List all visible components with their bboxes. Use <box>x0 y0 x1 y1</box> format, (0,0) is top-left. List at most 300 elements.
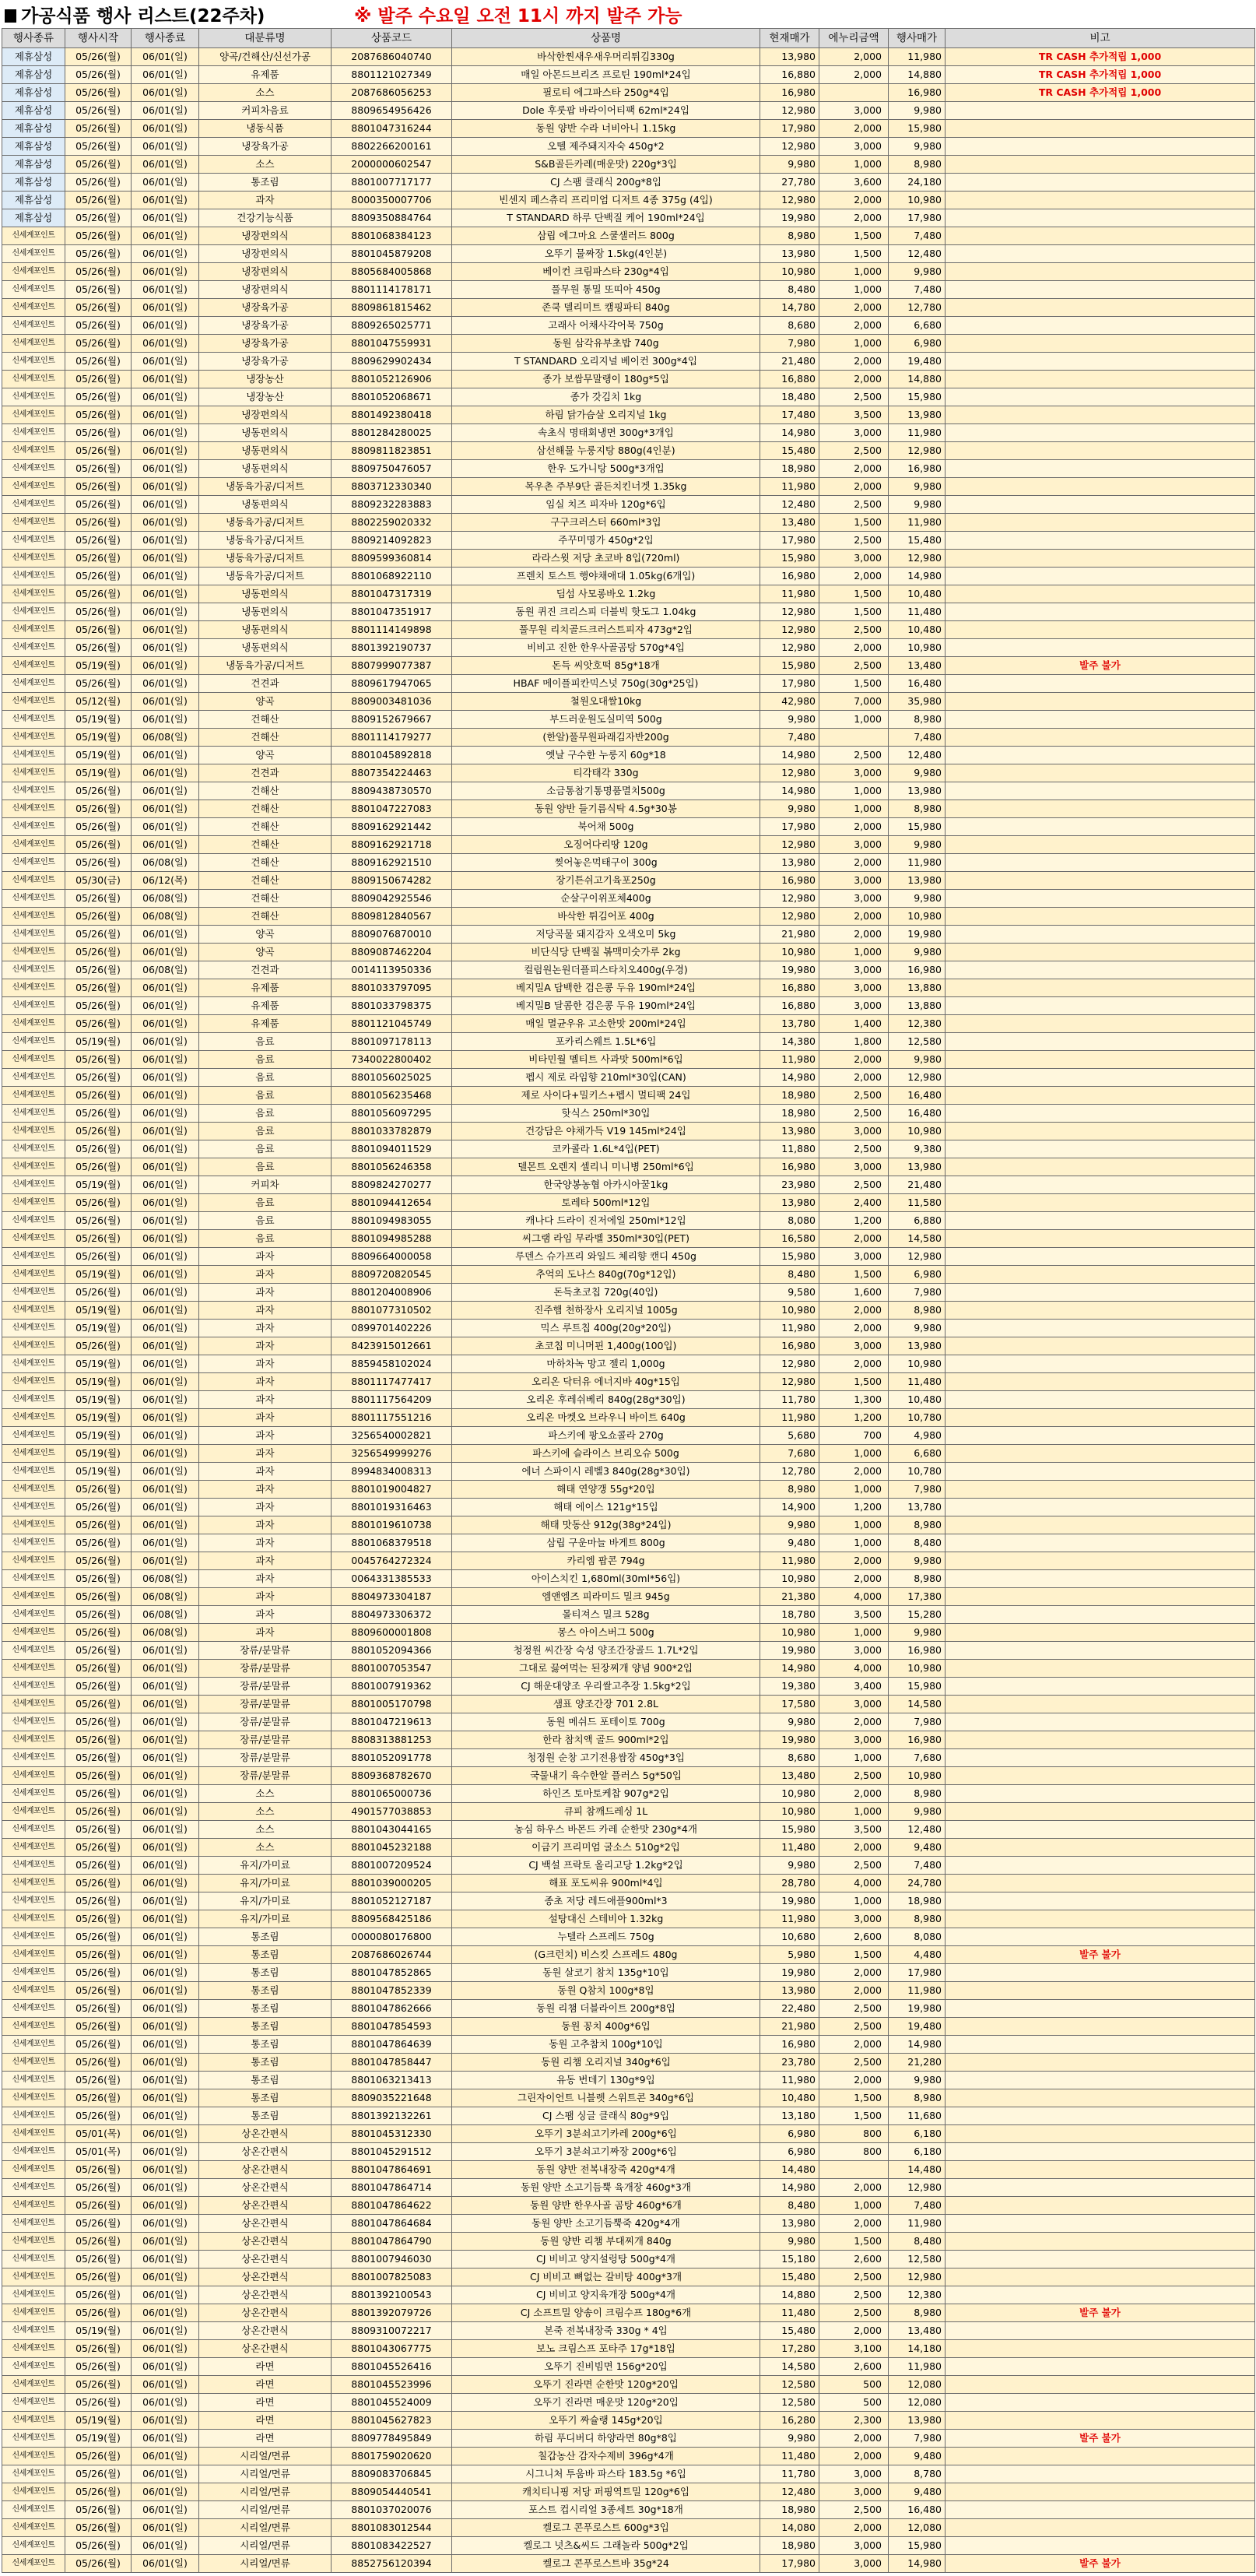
table-row <box>2 2501 1255 2519</box>
table-row <box>2 1767 1255 1785</box>
cell-end-date: 06/01(일) <box>132 568 199 585</box>
cell-discount-amount: 2,500 <box>819 621 889 639</box>
cell-promo-price: 10,780 <box>889 1463 946 1481</box>
cell-product-name: 동원 양반 들기름식탁 4.5g*30봉 <box>452 800 760 818</box>
cell-start-date: 05/26(월) <box>65 800 132 818</box>
cell-remarks <box>946 1123 1255 1140</box>
table-row <box>2 1391 1255 1409</box>
cell-end-date: 06/01(일) <box>132 442 199 460</box>
cell-remarks <box>946 1069 1255 1087</box>
cell-current-price: 7,980 <box>760 335 819 353</box>
cell-remarks <box>946 2286 1255 2304</box>
cell-promo-price: 9,980 <box>889 890 946 908</box>
cell-remarks <box>946 639 1255 657</box>
cell-promo-price: 14,580 <box>889 1230 946 1248</box>
header-discount-amount: 에누리금액 <box>819 29 889 48</box>
cell-product-name: 오리온 후레쉬베리 840g(28g*30입) <box>452 1391 760 1409</box>
cell-promo-price: 13,880 <box>889 997 946 1015</box>
cell-start-date: 05/19(월) <box>65 1320 132 1337</box>
cell-product-code: 8801077310502 <box>332 1302 452 1320</box>
cell-category: 유제품 <box>199 997 332 1015</box>
cell-promo-price: 8,480 <box>889 2233 946 2251</box>
cell-discount-amount: 1,000 <box>819 156 889 174</box>
cell-current-price: 23,780 <box>760 2054 819 2072</box>
table-row <box>2 585 1255 603</box>
cell-promo-price: 7,980 <box>889 1284 946 1302</box>
cell-current-price: 19,980 <box>760 1892 819 1910</box>
cell-product-name: T STANDARD 오리지널 베이컨 300g*4입 <box>452 353 760 371</box>
cell-remarks <box>946 2125 1255 2143</box>
cell-discount-amount: 3,000 <box>819 997 889 1015</box>
cell-promo-type: 신세계포인트 <box>2 944 65 961</box>
cell-discount-amount: 2,000 <box>819 120 889 138</box>
cell-product-name: 청정원 순창 고기전용쌈장 450g*3입 <box>452 1749 760 1767</box>
cell-promo-price: 12,080 <box>889 2376 946 2394</box>
cell-promo-price: 13,980 <box>889 1337 946 1355</box>
cell-end-date: 06/01(일) <box>132 1051 199 1069</box>
cell-remarks <box>946 908 1255 926</box>
cell-end-date: 06/01(일) <box>132 317 199 335</box>
cell-end-date: 06/08(일) <box>132 961 199 979</box>
cell-category: 상온간편식 <box>199 2304 332 2322</box>
cell-discount-amount: 3,000 <box>819 2537 889 2555</box>
cell-end-date: 06/01(일) <box>132 997 199 1015</box>
table-row <box>2 1069 1255 1087</box>
cell-start-date: 05/26(월) <box>65 1069 132 1087</box>
cell-start-date: 05/26(월) <box>65 1946 132 1964</box>
table-row <box>2 836 1255 854</box>
cell-product-code: 8994834008313 <box>332 1463 452 1481</box>
cell-remarks: TR CASH 추가적립 1,000 <box>946 66 1255 84</box>
table-row <box>2 1230 1255 1248</box>
cell-end-date: 06/01(일) <box>132 371 199 388</box>
cell-end-date: 06/01(일) <box>132 2036 199 2054</box>
cell-product-name: 비단식당 단백질 볶맥미숫가루 2kg <box>452 944 760 961</box>
cell-discount-amount: 1,000 <box>819 800 889 818</box>
cell-remarks <box>946 2251 1255 2268</box>
cell-end-date: 06/01(일) <box>132 1266 199 1284</box>
table-row <box>2 1194 1255 1212</box>
cell-current-price: 11,780 <box>760 2465 819 2483</box>
cell-current-price: 8,980 <box>760 227 819 245</box>
cell-product-code: 8801284280025 <box>332 424 452 442</box>
cell-current-price: 9,580 <box>760 1284 819 1302</box>
table-header-row <box>2 29 1255 48</box>
cell-remarks <box>946 1499 1255 1516</box>
cell-category: 음료 <box>199 1230 332 1248</box>
cell-promo-price: 21,480 <box>889 1176 946 1194</box>
cell-promo-price: 11,980 <box>889 2358 946 2376</box>
cell-product-code: 8801094983055 <box>332 1212 452 1230</box>
cell-product-code: 8801037020076 <box>332 2501 452 2519</box>
cell-end-date: 06/01(일) <box>132 1158 199 1176</box>
cell-current-price: 8,680 <box>760 317 819 335</box>
cell-product-code: 8801056235468 <box>332 1087 452 1105</box>
cell-product-name: 큐피 참깨드레싱 1L <box>452 1803 760 1821</box>
cell-promo-price: 16,980 <box>889 961 946 979</box>
cell-promo-type: 신세계포인트 <box>2 1194 65 1212</box>
cell-promo-price: 14,480 <box>889 2161 946 2179</box>
cell-promo-price: 11,980 <box>889 1982 946 2000</box>
cell-remarks <box>946 442 1255 460</box>
table-row <box>2 2304 1255 2322</box>
table-row <box>2 2519 1255 2537</box>
cell-end-date: 06/01(일) <box>132 1391 199 1409</box>
cell-promo-price: 11,480 <box>889 603 946 621</box>
cell-start-date: 05/26(월) <box>65 1624 132 1642</box>
cell-remarks: TR CASH 추가적립 1,000 <box>946 84 1255 102</box>
cell-end-date: 06/01(일) <box>132 2358 199 2376</box>
cell-current-price: 11,980 <box>760 1320 819 1337</box>
cell-product-name: 파스키에 팡오쇼콜라 270g <box>452 1427 760 1445</box>
cell-category: 음료 <box>199 1194 332 1212</box>
cell-end-date: 06/01(일) <box>132 1499 199 1516</box>
cell-product-code: 8801492380418 <box>332 406 452 424</box>
cell-promo-price: 9,980 <box>889 836 946 854</box>
cell-promo-price: 12,480 <box>889 245 946 263</box>
cell-discount-amount: 2,500 <box>819 388 889 406</box>
cell-promo-price: 14,980 <box>889 568 946 585</box>
cell-product-code: 3256540002821 <box>332 1427 452 1445</box>
cell-category: 과자 <box>199 1570 332 1588</box>
table-row <box>2 1821 1255 1839</box>
cell-current-price: 9,980 <box>760 711 819 729</box>
cell-product-name: CJ 비비고 양지설렁탕 500g*4개 <box>452 2251 760 2268</box>
cell-promo-type: 신세계포인트 <box>2 550 65 568</box>
cell-product-name: 델몬트 오렌지 셀리니 미니병 250ml*6입 <box>452 1158 760 1176</box>
cell-start-date: 05/26(월) <box>65 550 132 568</box>
cell-current-price: 10,980 <box>760 1785 819 1803</box>
cell-discount-amount: 2,500 <box>819 1140 889 1158</box>
cell-discount-amount: 2,000 <box>819 478 889 496</box>
cell-promo-type: 신세계포인트 <box>2 2394 65 2412</box>
cell-remarks <box>946 2054 1255 2072</box>
cell-product-code: 8801068384123 <box>332 227 452 245</box>
cell-product-code: 8801063213413 <box>332 2072 452 2089</box>
cell-start-date: 05/26(월) <box>65 1212 132 1230</box>
cell-product-name: 아이스치킨 1,680ml(30ml*56입) <box>452 1570 760 1588</box>
cell-current-price: 7,680 <box>760 1445 819 1463</box>
cell-promo-price: 10,980 <box>889 908 946 926</box>
cell-discount-amount: 2,000 <box>819 2215 889 2233</box>
table-row <box>2 1534 1255 1552</box>
cell-discount-amount: 2,000 <box>819 460 889 478</box>
cell-current-price: 12,980 <box>760 908 819 926</box>
cell-end-date: 06/01(일) <box>132 2197 199 2215</box>
cell-end-date: 06/01(일) <box>132 1284 199 1302</box>
cell-current-price: 13,980 <box>760 1982 819 2000</box>
cell-end-date: 06/01(일) <box>132 1427 199 1445</box>
cell-current-price: 11,980 <box>760 1910 819 1928</box>
table-row <box>2 2036 1255 2054</box>
cell-promo-price: 15,980 <box>889 1678 946 1696</box>
cell-promo-type: 신세계포인트 <box>2 1588 65 1606</box>
table-row <box>2 317 1255 335</box>
header-category: 대분류명 <box>199 29 332 48</box>
cell-current-price: 5,980 <box>760 1946 819 1964</box>
cell-product-code: 8801047852865 <box>332 1964 452 1982</box>
cell-promo-type: 신세계포인트 <box>2 1767 65 1785</box>
table-row <box>2 1158 1255 1176</box>
cell-category: 장류/분말류 <box>199 1696 332 1713</box>
cell-start-date: 05/26(월) <box>65 1570 132 1588</box>
cell-discount-amount: 2,500 <box>819 1767 889 1785</box>
cell-discount-amount: 1,500 <box>819 245 889 263</box>
cell-category: 과자 <box>199 1588 332 1606</box>
cell-remarks <box>946 138 1255 156</box>
cell-category: 상온간편식 <box>199 2286 332 2304</box>
cell-discount-amount: 2,000 <box>819 908 889 926</box>
cell-promo-price: 7,480 <box>889 1857 946 1875</box>
cell-promo-price: 13,980 <box>889 2412 946 2430</box>
cell-promo-price: 12,580 <box>889 2251 946 2268</box>
cell-product-name: 국물내기 육수한알 플러스 5g*50입 <box>452 1767 760 1785</box>
cell-end-date: 06/01(일) <box>132 1123 199 1140</box>
cell-current-price: 13,980 <box>760 1194 819 1212</box>
cell-discount-amount: 2,000 <box>819 639 889 657</box>
cell-product-code: 8801117564209 <box>332 1391 452 1409</box>
cell-promo-type: 신세계포인트 <box>2 961 65 979</box>
cell-current-price: 11,980 <box>760 585 819 603</box>
table-row <box>2 1123 1255 1140</box>
cell-start-date: 05/26(월) <box>65 1534 132 1552</box>
cell-promo-price: 8,080 <box>889 1928 946 1946</box>
cell-end-date: 06/01(일) <box>132 2125 199 2143</box>
cell-current-price: 19,980 <box>760 961 819 979</box>
cell-end-date: 06/01(일) <box>132 675 199 693</box>
cell-start-date: 05/26(월) <box>65 836 132 854</box>
cell-product-name: 풀무원 리치골드크러스트피자 473g*2입 <box>452 621 760 639</box>
cell-start-date: 05/26(월) <box>65 1230 132 1248</box>
cell-current-price: 10,980 <box>760 944 819 961</box>
cell-product-code: 8809811823851 <box>332 442 452 460</box>
cell-start-date: 05/26(월) <box>65 263 132 281</box>
cell-end-date: 06/01(일) <box>132 926 199 944</box>
cell-promo-type: 신세계포인트 <box>2 1481 65 1499</box>
cell-category: 음료 <box>199 1051 332 1069</box>
cell-remarks <box>946 729 1255 747</box>
cell-promo-price: 14,880 <box>889 66 946 84</box>
header-remarks: 비고 <box>946 29 1255 48</box>
cell-current-price: 21,980 <box>760 926 819 944</box>
cell-product-name: 코카콜라 1.6L*4입(PET) <box>452 1140 760 1158</box>
cell-promo-type: 신세계포인트 <box>2 997 65 1015</box>
table-row <box>2 550 1255 568</box>
cell-promo-price: 13,980 <box>889 872 946 890</box>
cell-product-code: 8801083422527 <box>332 2537 452 2555</box>
cell-promo-type: 신세계포인트 <box>2 1516 65 1534</box>
cell-category: 음료 <box>199 1123 332 1140</box>
header-start-date: 행사시작 <box>65 29 132 48</box>
cell-start-date: 05/26(월) <box>65 1678 132 1696</box>
cell-category: 유지/가미료 <box>199 1910 332 1928</box>
cell-promo-price: 9,980 <box>889 944 946 961</box>
cell-promo-type: 신세계포인트 <box>2 2286 65 2304</box>
cell-end-date: 06/01(일) <box>132 711 199 729</box>
cell-discount-amount: 2,000 <box>819 2430 889 2448</box>
cell-product-name: 마하차녹 망고 젤리 1,000g <box>452 1355 760 1373</box>
cell-promo-type: 신세계포인트 <box>2 1731 65 1749</box>
cell-end-date: 06/01(일) <box>132 1069 199 1087</box>
cell-promo-price: 9,980 <box>889 138 946 156</box>
cell-discount-amount: 2,000 <box>819 854 889 872</box>
cell-current-price: 14,380 <box>760 1033 819 1051</box>
cell-end-date: 06/01(일) <box>132 1302 199 1320</box>
table-row <box>2 782 1255 800</box>
cell-product-code: 8801114178171 <box>332 281 452 299</box>
cell-promo-type: 신세계포인트 <box>2 800 65 818</box>
cell-promo-type: 신세계포인트 <box>2 2268 65 2286</box>
cell-start-date: 05/26(월) <box>65 1892 132 1910</box>
cell-remarks: 발주 불가 <box>946 2304 1255 2322</box>
cell-product-name: 저당곡물 돼지감자 오색오미 5kg <box>452 926 760 944</box>
cell-product-name: 오리온 마켓오 브라우니 바이트 640g <box>452 1409 760 1427</box>
table-row <box>2 890 1255 908</box>
cell-category: 통조림 <box>199 2072 332 2089</box>
cell-promo-price: 35,980 <box>889 693 946 711</box>
cell-promo-price: 13,980 <box>889 406 946 424</box>
cell-product-name: Dole 후룻팝 바라이어티팩 62ml*24입 <box>452 102 760 120</box>
table-row <box>2 1355 1255 1373</box>
cell-current-price: 14,780 <box>760 299 819 317</box>
cell-category: 냉동편의식 <box>199 585 332 603</box>
table-row <box>2 1516 1255 1534</box>
cell-product-name: 부드러운원도실미역 500g <box>452 711 760 729</box>
cell-product-name: 켈로그 콘푸로스트바 35g*24 <box>452 2555 760 2573</box>
cell-start-date: 05/26(월) <box>65 1140 132 1158</box>
cell-discount-amount: 2,300 <box>819 2412 889 2430</box>
cell-start-date: 05/26(월) <box>65 317 132 335</box>
cell-current-price: 16,880 <box>760 371 819 388</box>
cell-product-code: 8801045526416 <box>332 2358 452 2376</box>
table-row <box>2 2340 1255 2358</box>
cell-category: 통조림 <box>199 174 332 192</box>
cell-product-name: 베지밀B 달콤한 검은콩 두유 190ml*24입 <box>452 997 760 1015</box>
cell-product-name: 켈로그 콘푸로스트 600g*3입 <box>452 2519 760 2537</box>
cell-discount-amount: 700 <box>819 1427 889 1445</box>
table-row <box>2 1982 1255 2000</box>
table-row <box>2 2125 1255 2143</box>
cell-product-code: 8801047864714 <box>332 2179 452 2197</box>
cell-product-code: 8807999077387 <box>332 657 452 675</box>
cell-promo-price: 8,980 <box>889 1302 946 1320</box>
cell-remarks <box>946 693 1255 711</box>
table-row <box>2 478 1255 496</box>
cell-discount-amount: 2,500 <box>819 2268 889 2286</box>
cell-product-name: 풀무원 통밀 또띠아 450g <box>452 281 760 299</box>
cell-product-code: 8804973306372 <box>332 1606 452 1624</box>
cell-remarks <box>946 1892 1255 1910</box>
cell-discount-amount: 2,500 <box>819 1105 889 1123</box>
cell-promo-price: 11,480 <box>889 1373 946 1391</box>
cell-current-price: 14,880 <box>760 2286 819 2304</box>
cell-promo-type: 신세계포인트 <box>2 2179 65 2197</box>
cell-discount-amount: 1,500 <box>819 1373 889 1391</box>
cell-remarks <box>946 1176 1255 1194</box>
cell-current-price: 15,480 <box>760 442 819 460</box>
cell-remarks <box>946 2197 1255 2215</box>
cell-start-date: 05/26(월) <box>65 66 132 84</box>
cell-promo-price: 8,980 <box>889 711 946 729</box>
cell-promo-price: 6,680 <box>889 317 946 335</box>
cell-promo-price: 14,880 <box>889 371 946 388</box>
cell-category: 통조림 <box>199 2018 332 2036</box>
cell-start-date: 05/26(월) <box>65 496 132 514</box>
cell-discount-amount: 2,000 <box>819 1051 889 1069</box>
cell-promo-type: 제휴삼성 <box>2 120 65 138</box>
cell-promo-price: 8,480 <box>889 1534 946 1552</box>
cell-promo-price: 9,980 <box>889 263 946 281</box>
cell-end-date: 06/01(일) <box>132 66 199 84</box>
cell-category: 과자 <box>199 1427 332 1445</box>
cell-category: 장류/분말류 <box>199 1642 332 1660</box>
cell-category: 유지/가미료 <box>199 1875 332 1892</box>
cell-product-code: 2087686056253 <box>332 84 452 102</box>
cell-remarks <box>946 1373 1255 1391</box>
cell-start-date: 05/26(월) <box>65 2358 132 2376</box>
cell-end-date: 06/01(일) <box>132 2555 199 2573</box>
cell-promo-type: 신세계포인트 <box>2 1910 65 1928</box>
cell-category: 냉동편의식 <box>199 621 332 639</box>
cell-product-name: 파스키에 슬라이스 브리오슈 500g <box>452 1445 760 1463</box>
cell-end-date: 06/01(일) <box>132 1230 199 1248</box>
cell-promo-type: 신세계포인트 <box>2 478 65 496</box>
cell-discount-amount: 4,000 <box>819 1660 889 1678</box>
cell-start-date: 05/19(월) <box>65 747 132 764</box>
cell-promo-type: 신세계포인트 <box>2 1266 65 1284</box>
cell-start-date: 05/26(월) <box>65 2018 132 2036</box>
cell-remarks <box>946 1642 1255 1660</box>
cell-product-code: 8801056097295 <box>332 1105 452 1123</box>
table-row <box>2 66 1255 84</box>
cell-promo-price: 8,980 <box>889 1910 946 1928</box>
cell-remarks <box>946 1785 1255 1803</box>
cell-discount-amount: 3,000 <box>819 550 889 568</box>
cell-start-date: 05/26(월) <box>65 514 132 532</box>
cell-current-price: 19,380 <box>760 1678 819 1696</box>
cell-current-price: 15,480 <box>760 2268 819 2286</box>
cell-start-date: 05/26(월) <box>65 1731 132 1749</box>
cell-start-date: 05/01(목) <box>65 2125 132 2143</box>
cell-start-date: 05/26(월) <box>65 1982 132 2000</box>
cell-promo-price: 9,980 <box>889 478 946 496</box>
cell-promo-type: 신세계포인트 <box>2 2519 65 2537</box>
cell-category: 냉동편의식 <box>199 424 332 442</box>
cell-product-name: 북어채 500g <box>452 818 760 836</box>
cell-promo-type: 신세계포인트 <box>2 1928 65 1946</box>
cell-remarks: TR CASH 추가적립 1,000 <box>946 48 1255 66</box>
table-row <box>2 872 1255 890</box>
cell-product-code: 8801094985288 <box>332 1230 452 1248</box>
cell-discount-amount: 1,500 <box>819 603 889 621</box>
cell-remarks <box>946 281 1255 299</box>
cell-promo-type: 신세계포인트 <box>2 2304 65 2322</box>
cell-discount-amount: 1,500 <box>819 585 889 603</box>
cell-promo-price: 9,980 <box>889 1624 946 1642</box>
cell-end-date: 06/01(일) <box>132 2448 199 2465</box>
cell-promo-price: 6,980 <box>889 335 946 353</box>
table-row <box>2 2054 1255 2072</box>
table-row <box>2 2251 1255 2268</box>
cell-start-date: 05/26(월) <box>65 1857 132 1875</box>
cell-promo-price: 16,480 <box>889 675 946 693</box>
cell-promo-type: 제휴삼성 <box>2 138 65 156</box>
cell-promo-type: 신세계포인트 <box>2 1660 65 1678</box>
cell-discount-amount: 1,200 <box>819 1212 889 1230</box>
cell-promo-price: 16,980 <box>889 84 946 102</box>
cell-end-date: 06/01(일) <box>132 800 199 818</box>
cell-promo-type: 제휴삼성 <box>2 66 65 84</box>
